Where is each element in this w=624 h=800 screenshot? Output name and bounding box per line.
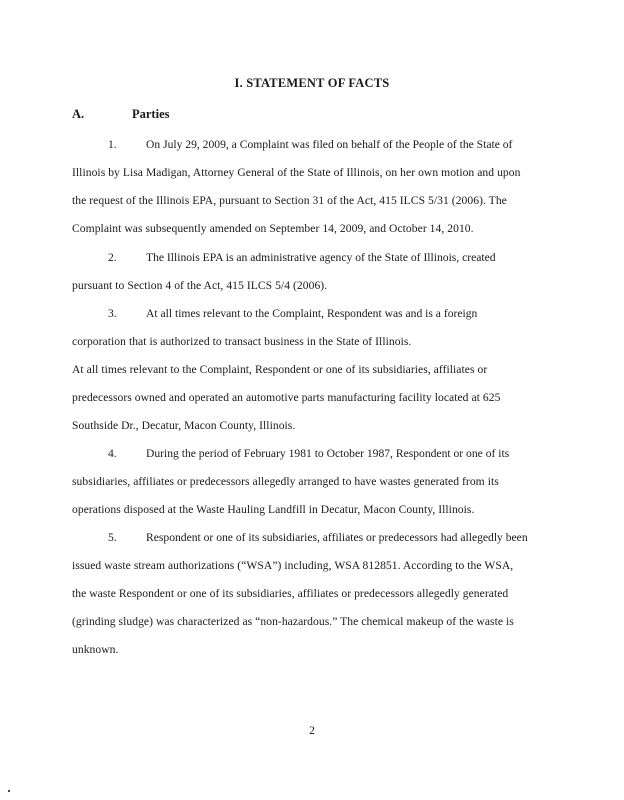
paragraph-line: Complaint was subsequently amended on September 14, 2009, and October 14, 2010.	[72, 222, 474, 235]
paragraph-line: On July 29, 2009, a Complaint was filed on behalf of the People of the State of	[146, 138, 513, 151]
paragraph-number: 5.	[108, 531, 117, 544]
paragraph-line: subsidiaries, affiliates or predecessors allegedly arranged to have wastes generated from its	[72, 475, 499, 488]
paragraph-line: At all times relevant to the Complaint, Respondent was and is a foreign	[146, 307, 478, 320]
paragraph-line: unknown.	[72, 643, 119, 656]
subsection-title: Parties	[132, 107, 170, 121]
paragraph-line: the request of the Illinois EPA, pursuant to Section 31 of the Act, 415 ILCS 5/31 (2006). The	[72, 194, 507, 207]
paragraph-line: At all times relevant to the Complaint, Respondent or one of its subsidiaries, affiliates or	[72, 363, 488, 376]
subsection-heading	[72, 107, 169, 122]
subsection-letter: A.	[72, 107, 85, 121]
paragraph-line: operations disposed at the Waste Hauling Landfill in Decatur, Macon County, Illinois.	[72, 503, 475, 516]
paragraph-line: issued waste stream authorizations (“WSA”) including, WSA 812851. According to the WSA,	[72, 559, 514, 572]
paragraph-line: the waste Respondent or one of its subsidiaries, affiliates or predecessors allegedly generated	[72, 587, 509, 600]
paragraph-line: (grinding sludge) was characterized as “non-hazardous.” The chemical makeup of the waste is	[72, 615, 514, 628]
section-heading: I. STATEMENT OF FACTS	[234, 76, 390, 90]
scan-speck	[8, 790, 10, 792]
paragraph-line: Respondent or one of its subsidiaries, affiliates or predecessors had allegedly been	[146, 531, 528, 544]
paragraph-line: Illinois by Lisa Madigan, Attorney General of the State of Illinois, on her own motion and upon	[72, 166, 521, 179]
paragraph-line: Southside Dr., Decatur, Macon County, Illinois.	[72, 419, 296, 432]
paragraph-number: 1.	[108, 138, 117, 151]
paragraph-line: corporation that is authorized to transact business in the State of Illinois.	[72, 335, 412, 348]
paragraph-number: 4.	[108, 447, 117, 460]
paragraph-line: The Illinois EPA is an administrative agency of the State of Illinois, created	[146, 251, 496, 264]
paragraph-line: During the period of February 1981 to October 1987, Respondent or one of its	[146, 447, 510, 460]
paragraph-line: pursuant to Section 4 of the Act, 415 ILCS 5/4 (2006).	[72, 279, 328, 292]
page-number: 2	[309, 724, 315, 737]
paragraph-line: predecessors owned and operated an automotive parts manufacturing facility located at 625	[72, 391, 501, 404]
paragraph-number: 2.	[108, 251, 117, 264]
paragraph-number: 3.	[108, 307, 117, 320]
